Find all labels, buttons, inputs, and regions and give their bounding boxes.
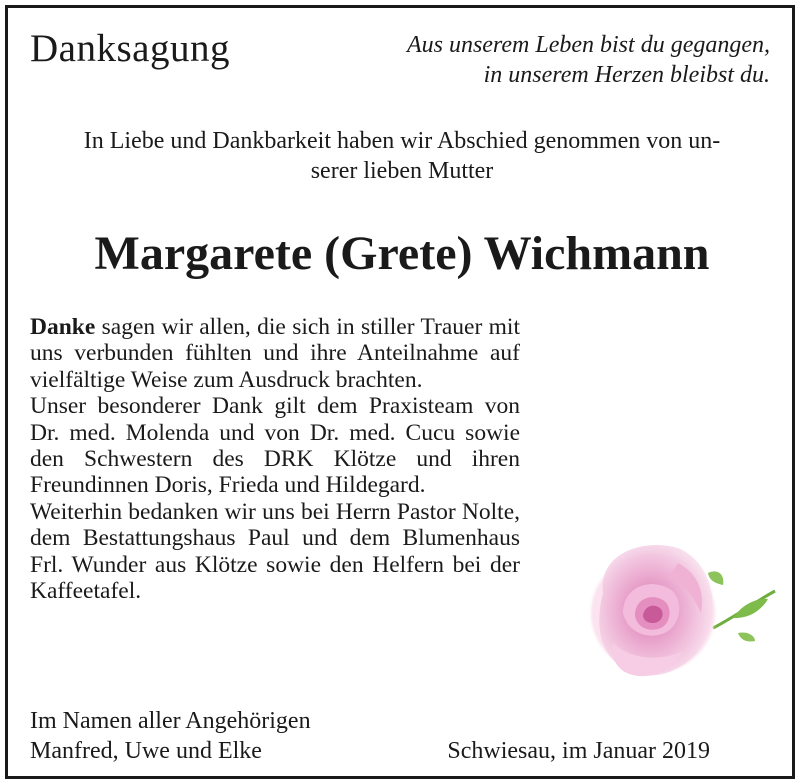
pink-rose-icon (583, 533, 783, 703)
page-title: Danksagung (30, 27, 230, 70)
motto-quote (407, 30, 770, 90)
deceased-name: Margarete (Grete) Wichmann (94, 227, 710, 280)
signature-line-2: Manfred, Uwe und Elke (30, 738, 262, 764)
thanks-paragraph-1 (30, 314, 520, 393)
signature-block (30, 706, 311, 766)
thanks-paragraph-2: Unser besonderer Dank gilt dem Praxisteam von Dr. med. Molenda und von Dr. med. Cucu sowie den Schwestern des DRK Klötze und ihren Freundinnen Doris, Frieda und Hildegard. (30, 393, 520, 499)
intro-line-2: serer lieben Mutter (310, 158, 494, 184)
intro-text (30, 126, 774, 186)
motto-line-2: in unserem Herzen bleibst du. (483, 62, 770, 88)
thanks-paragraph-3: Weiterhin bedanken wir uns bei Herrn Pastor Nolte, dem Bestattungshaus Paul und dem Blumenhaus Frl. Wunder aus Klötze sowie den Helfern bei der Kaffeetafel. (30, 498, 520, 605)
intro-line-1: In Liebe und Dankbarkeit haben wir Abschied genommen von un- (83, 128, 721, 154)
thanks-text (30, 314, 520, 604)
signature-line-1: Im Namen aller Angehörigen (30, 708, 311, 734)
place-date: Schwiesau, im Januar 2019 (447, 738, 710, 764)
thanks-lead-word: Danke (30, 314, 96, 340)
obituary-frame (5, 5, 795, 779)
motto-line-1: Aus unserem Leben bist du gegangen, (406, 32, 770, 58)
thanks-paragraph-1-text: sagen wir allen, die sich in stiller Trauer mit uns verbunden fühlten und ihre Anteilnahme auf vielfältige Weise zum Ausdruck brachten. (30, 314, 520, 393)
